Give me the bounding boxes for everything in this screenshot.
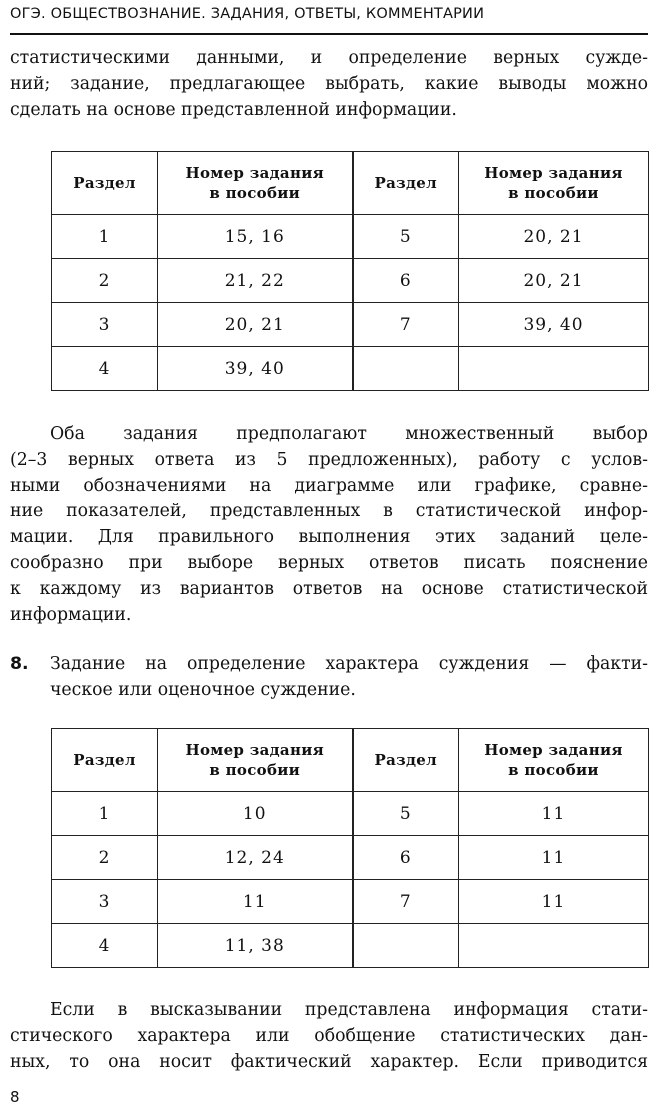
text-line: сообразно при выборе верных ответов писать пояснение [10, 552, 648, 573]
table-cell: 4 [52, 924, 158, 968]
table-cell: 11 [158, 880, 353, 924]
table-row [52, 836, 649, 880]
table-header-row [52, 729, 649, 792]
table-cell: 11 [459, 836, 649, 880]
header-task-number: Номер задания в пособии [459, 729, 649, 792]
table-cell [459, 347, 649, 391]
table-cell: 20, 21 [459, 215, 649, 259]
table-cell [353, 924, 459, 968]
table-cell: 5 [353, 215, 459, 259]
table-cell: 15, 16 [158, 215, 353, 259]
text-line: информации. [10, 604, 132, 625]
table-header-row [52, 152, 649, 215]
table-cell: 6 [353, 259, 459, 303]
running-header: ОГЭ. ОБЩЕСТВОЗНАНИЕ. ЗАДАНИЯ, ОТВЕТЫ, КОММЕНТАРИИ [10, 6, 485, 22]
item-number: 8. [10, 654, 29, 674]
table-row [52, 924, 649, 968]
table-cell: 20, 21 [158, 303, 353, 347]
header-task-number: Номер задания в пособии [158, 152, 353, 215]
table-cell: 21, 22 [158, 259, 353, 303]
table-row [52, 303, 649, 347]
explanation-paragraph [10, 422, 648, 628]
table-cell: 11 [459, 880, 649, 924]
table-cell: 2 [52, 836, 158, 880]
table-cell: 1 [52, 215, 158, 259]
text-line: ний; задание, предлагающее выбрать, какие выводы можно [10, 73, 648, 94]
text-line: стического характера или обобщение статистических дан- [10, 1025, 648, 1046]
header-section: Раздел [353, 152, 459, 215]
text-line: статистическими данными, и определение верных сужде- [10, 48, 648, 68]
table-cell: 3 [52, 303, 158, 347]
table-cell: 7 [353, 880, 459, 924]
assignment-table-2 [51, 728, 649, 968]
text-line: (2–3 верных ответа из 5 предложенных), работу с услов- [10, 449, 648, 470]
table-cell: 6 [353, 836, 459, 880]
table-cell: 39, 40 [158, 347, 353, 391]
text-line: к каждому из вариантов ответов на основе статистической [10, 578, 648, 599]
table-cell: 5 [353, 792, 459, 836]
table-row [52, 880, 649, 924]
table-cell: 2 [52, 259, 158, 303]
header-section: Раздел [353, 729, 459, 792]
header-task-number: Номер задания в пособии [158, 729, 353, 792]
table-cell: 4 [52, 347, 158, 391]
table-cell: 39, 40 [459, 303, 649, 347]
text-line: мации. Для правильного выполнения этих заданий целе- [10, 527, 648, 548]
intro-paragraph [10, 46, 648, 123]
table-cell: 12, 24 [158, 836, 353, 880]
text-line: ными обозначениями на диаграмме или графике, сравне- [10, 475, 648, 496]
page-number: 8 [10, 1088, 20, 1106]
table-cell: 3 [52, 880, 158, 924]
table-row [52, 347, 649, 391]
table-row [52, 259, 649, 303]
header-rule [10, 33, 648, 35]
text-line: Оба задания предполагают множественный выбор [50, 424, 648, 444]
text-line: Если в высказывании представлена информация стати- [50, 1000, 648, 1020]
header-task-number: Номер задания в пособии [459, 152, 649, 215]
header-section: Раздел [52, 152, 158, 215]
text-line: Задание на определение характера суждения — факти- [50, 654, 648, 674]
table-cell: 7 [353, 303, 459, 347]
text-line: ческое или оценочное суждение. [50, 679, 356, 700]
text-line: ных, то она носит фактический характер. Если приводится [10, 1051, 648, 1072]
table-row [52, 215, 649, 259]
table-cell: 1 [52, 792, 158, 836]
table-cell: 11 [459, 792, 649, 836]
header-section: Раздел [52, 729, 158, 792]
table-cell [459, 924, 649, 968]
table-row [52, 792, 649, 836]
text-line: сделать на основе представленной информации. [10, 99, 457, 120]
assignment-table-1 [51, 151, 649, 391]
text-line: ние показателей, представленных в статистической инфор- [10, 501, 648, 522]
table-cell: 10 [158, 792, 353, 836]
closing-paragraph [10, 998, 648, 1075]
table-cell [353, 347, 459, 391]
table-cell: 20, 21 [459, 259, 649, 303]
table-cell: 11, 38 [158, 924, 353, 968]
